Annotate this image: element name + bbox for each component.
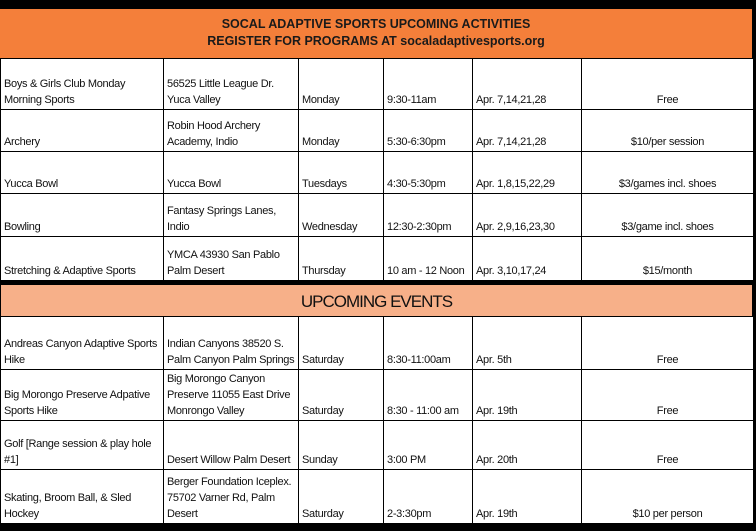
banner-subtitle: REGISTER FOR PROGRAMS AT socaladaptivesports.org [207,34,545,48]
activity-name: Archery [1,110,164,152]
table-row [1,152,754,194]
activities-table [0,58,754,281]
event-day: Sunday [299,421,384,470]
event-dates: Apr. 20th [473,421,582,470]
events-section-header: UPCOMING EVENTS [0,285,753,316]
activity-name: Stretching & Adaptive Sports [1,237,164,281]
activity-location: Robin Hood Archery Academy, Indio [164,110,299,152]
activity-day: Thursday [299,237,384,281]
event-name: Golf [Range session & play hole #1] [1,421,164,470]
event-location: Indian Canyons 38520 S. Palm Canyon Palm Springs [164,317,299,370]
event-name: Big Morongo Preserve Adpative Sports Hike [1,370,164,421]
event-name: Andreas Canyon Adaptive Sports Hike [1,317,164,370]
activity-time: 5:30-6:30pm [384,110,473,152]
flyer-banner [0,8,752,58]
activity-dates: Apr. 1,8,15,22,29 [473,152,582,194]
event-cost: Free [582,370,754,421]
activity-cost: $3/game incl. shoes [582,194,754,237]
event-cost: Free [582,421,754,470]
activity-dates: Apr. 7,14,21,28 [473,110,582,152]
event-name: Skating, Broom Ball, & Sled Hockey [1,470,164,524]
activity-cost: $3/games incl. shoes [582,152,754,194]
activity-time: 9:30-11am [384,59,473,110]
table-row [1,110,754,152]
event-time: 3:00 PM [384,421,473,470]
event-time: 2-3:30pm [384,470,473,524]
activity-cost: $15/month [582,237,754,281]
activity-day: Wednesday [299,194,384,237]
table-row [1,194,754,237]
activity-name: Yucca Bowl [1,152,164,194]
event-time: 8:30 - 11:00 am [384,370,473,421]
activity-location: Fantasy Springs Lanes, Indio [164,194,299,237]
event-dates: Apr. 19th [473,470,582,524]
event-dates: Apr. 5th [473,317,582,370]
event-day: Saturday [299,317,384,370]
activity-location: YMCA 43930 San Pablo Palm Desert [164,237,299,281]
activity-name: Boys & Girls Club Monday Morning Sports [1,59,164,110]
table-row [1,59,754,110]
activity-dates: Apr. 2,9,16,23,30 [473,194,582,237]
table-row [1,237,754,281]
activity-name: Bowling [1,194,164,237]
event-day: Saturday [299,470,384,524]
table-row [1,370,754,421]
activity-day: Monday [299,110,384,152]
activity-dates: Apr. 3,10,17,24 [473,237,582,281]
event-dates: Apr. 19th [473,370,582,421]
event-cost: $10 per person [582,470,754,524]
activity-dates: Apr. 7,14,21,28 [473,59,582,110]
event-location: Desert Willow Palm Desert [164,421,299,470]
event-day: Saturday [299,370,384,421]
activity-time: 12:30-2:30pm [384,194,473,237]
activity-cost: $10/per session [582,110,754,152]
activity-time: 4:30-5:30pm [384,152,473,194]
activity-day: Tuesdays [299,152,384,194]
activity-time: 10 am - 12 Noon [384,237,473,281]
event-location: Berger Foundation Iceplex. 75702 Varner Rd, Palm Desert [164,470,299,524]
table-row [1,421,754,470]
activity-cost: Free [582,59,754,110]
event-time: 8:30-11:00am [384,317,473,370]
events-table [0,316,754,524]
activity-location: Yucca Bowl [164,152,299,194]
event-location: Big Morongo Canyon Preserve 11055 East Drive Monrongo Valley [164,370,299,421]
table-row [1,470,754,524]
activity-day: Monday [299,59,384,110]
banner-title: SOCAL ADAPTIVE SPORTS UPCOMING ACTIVITIES [221,17,531,31]
event-cost: Free [582,317,754,370]
table-row [1,317,754,370]
activity-location: 56525 Little League Dr. Yuca Valley [164,59,299,110]
